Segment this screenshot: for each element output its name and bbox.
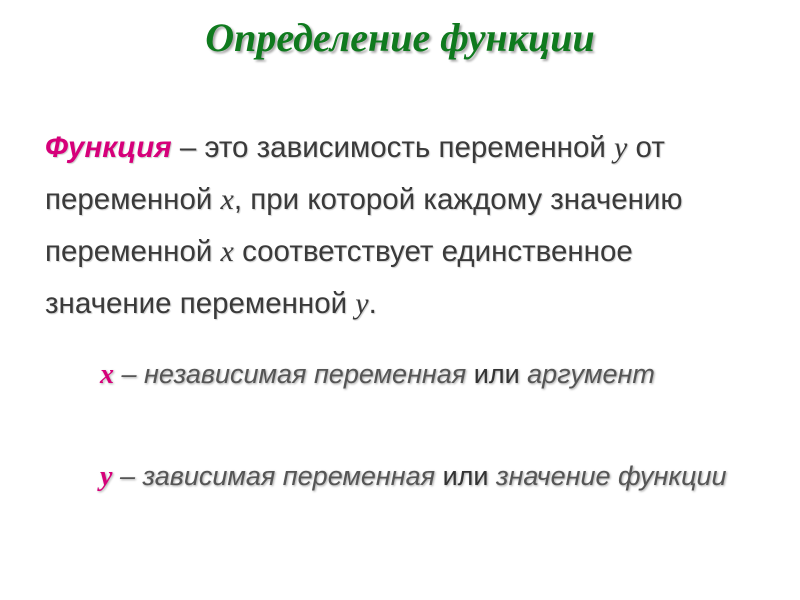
item-dash: –: [114, 359, 145, 389]
variable-y-2: y: [355, 287, 369, 320]
variable-x: x: [220, 183, 234, 216]
slide-title: Определение функции: [205, 15, 595, 60]
item-dash: –: [112, 461, 143, 491]
item-text: независимая переменная: [144, 359, 467, 389]
variable-x-2: x: [220, 235, 234, 268]
item-conjunction: или: [435, 461, 497, 491]
item-text-2: значение функции: [496, 461, 727, 491]
definition-term: Функция: [45, 131, 172, 164]
independent-variable-item: [100, 354, 730, 395]
item-letter-x: x: [100, 359, 114, 390]
definition-text-5: .: [368, 287, 377, 320]
definition-text-3: , при которой каждому значению переменной: [45, 183, 683, 268]
definition-text-4: соответствует единственное значение переменной: [45, 235, 633, 320]
item-text-2: аргумент: [527, 359, 655, 389]
definition-text-1: – это зависимость переменной: [171, 131, 615, 164]
definition-text-2: от переменной: [45, 131, 665, 216]
dependent-variable-item: [100, 456, 730, 497]
item-letter-y: y: [100, 461, 113, 492]
item-conjunction: или: [466, 359, 528, 389]
item-text: зависимая переменная: [142, 461, 436, 491]
definition-paragraph: [45, 122, 745, 330]
variable-y: y: [614, 131, 628, 164]
